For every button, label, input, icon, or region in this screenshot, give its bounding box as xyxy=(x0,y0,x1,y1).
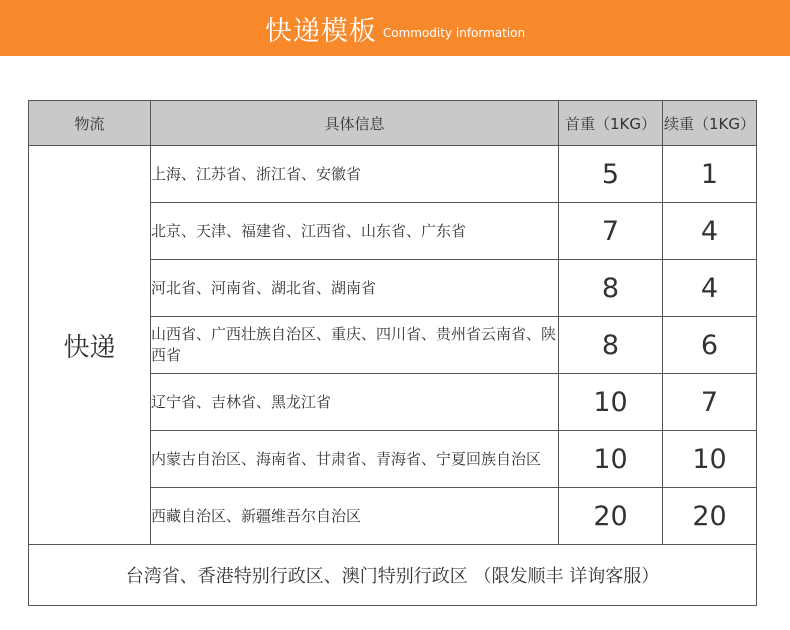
first-weight-cell: 7 xyxy=(559,203,663,260)
extra-weight-cell: 1 xyxy=(663,146,757,203)
regions-cell: 上海、江苏省、浙江省、安徽省 xyxy=(151,146,559,203)
extra-weight-cell: 10 xyxy=(663,431,757,488)
regions-cell: 北京、天津、福建省、江西省、山东省、广东省 xyxy=(151,203,559,260)
regions-cell: 辽宁省、吉林省、黑龙江省 xyxy=(151,374,559,431)
table-footer-row xyxy=(29,545,757,606)
shipping-rate-table xyxy=(28,100,757,606)
column-header-details: 具体信息 xyxy=(151,101,559,146)
extra-weight-cell: 4 xyxy=(663,260,757,317)
logistics-cell: 快递 xyxy=(29,146,151,545)
first-weight-cell: 10 xyxy=(559,431,663,488)
extra-weight-cell: 6 xyxy=(663,317,757,374)
column-header-extra-weight: 续重（1KG） xyxy=(663,101,757,146)
extra-weight-cell: 20 xyxy=(663,488,757,545)
extra-weight-cell: 4 xyxy=(663,203,757,260)
footer-note: 台湾省、香港特别行政区、澳门特别行政区 （限发顺丰 详询客服） xyxy=(29,545,757,606)
first-weight-cell: 8 xyxy=(559,260,663,317)
column-header-logistics: 物流 xyxy=(29,101,151,146)
regions-cell: 山西省、广西壮族自治区、重庆、四川省、贵州省云南省、陕西省 xyxy=(151,317,559,374)
extra-weight-cell: 7 xyxy=(663,374,757,431)
first-weight-cell: 8 xyxy=(559,317,663,374)
regions-cell: 河北省、河南省、湖北省、湖南省 xyxy=(151,260,559,317)
regions-cell: 西藏自治区、新疆维吾尔自治区 xyxy=(151,488,559,545)
page-title: 快递模板 xyxy=(264,15,377,47)
first-weight-cell: 20 xyxy=(559,488,663,545)
first-weight-cell: 5 xyxy=(559,146,663,203)
first-weight-cell: 10 xyxy=(559,374,663,431)
column-header-first-weight: 首重（1KG） xyxy=(559,101,663,146)
table-header-row xyxy=(29,101,757,146)
table-row xyxy=(29,146,757,203)
page-subtitle: Commodity information xyxy=(382,26,526,40)
header-banner xyxy=(0,0,790,56)
regions-cell: 内蒙古自治区、海南省、甘肃省、青海省、宁夏回族自治区 xyxy=(151,431,559,488)
